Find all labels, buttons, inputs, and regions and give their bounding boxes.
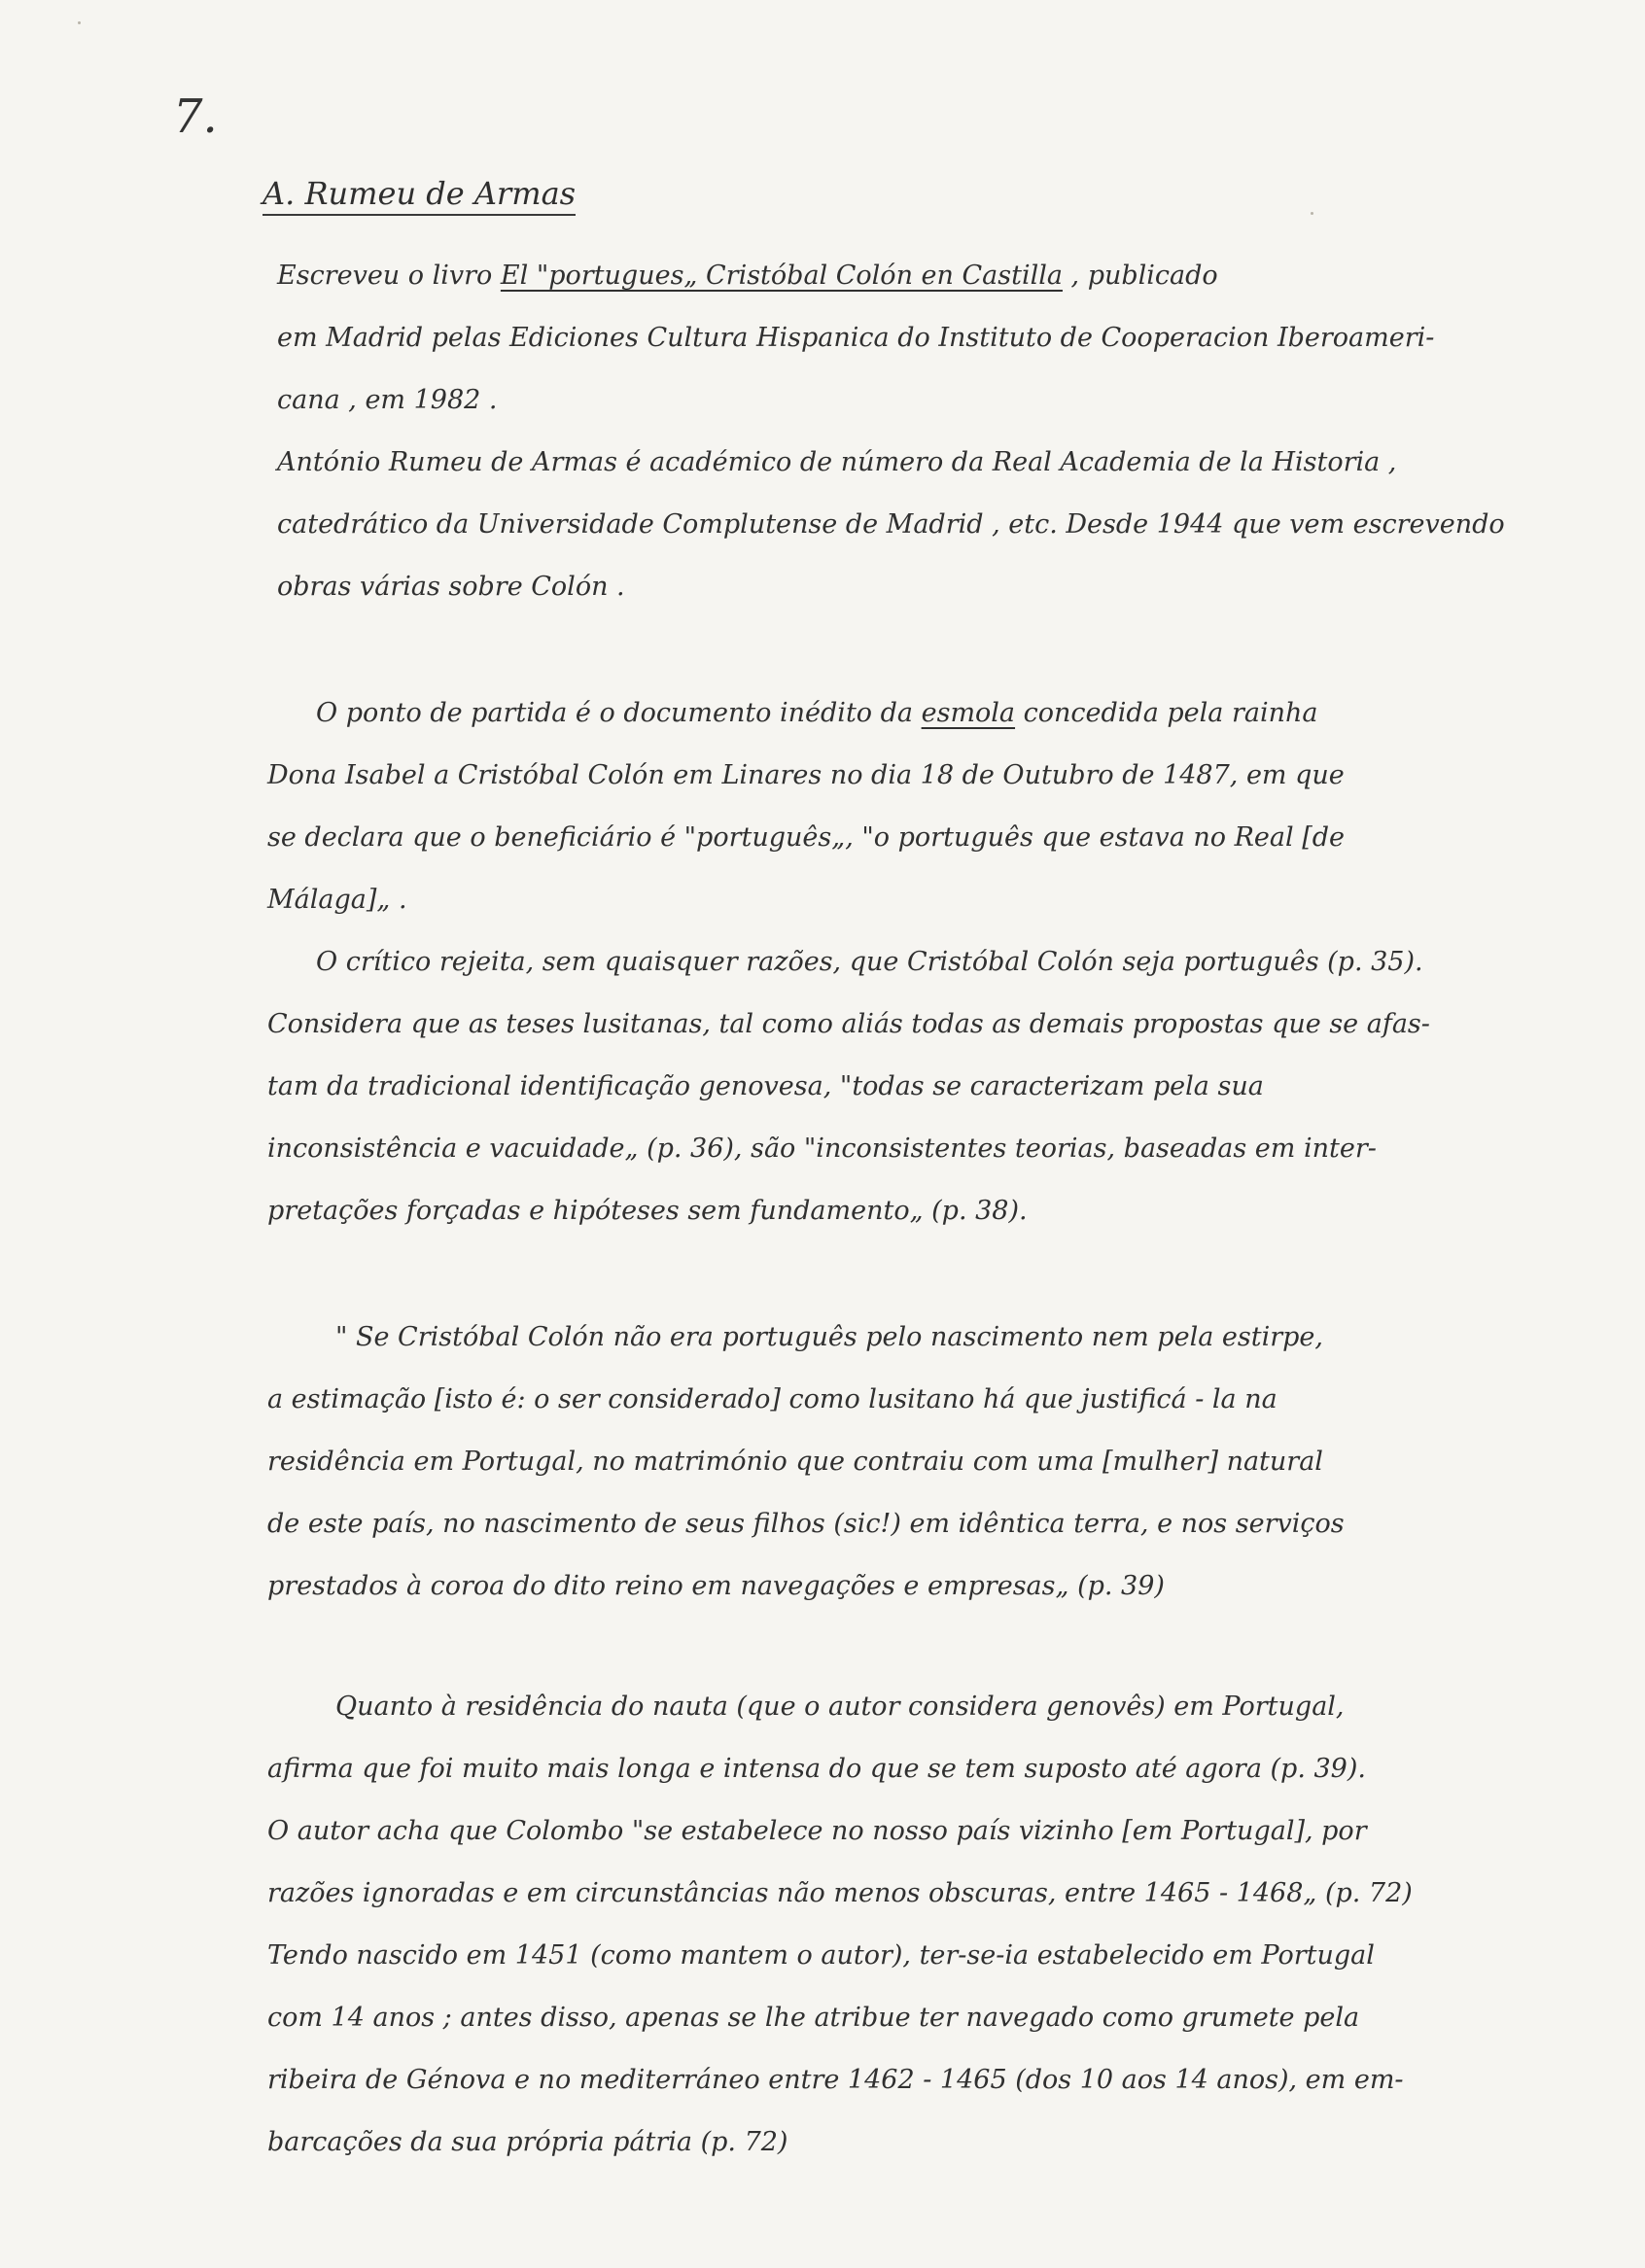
text-line: Quanto à residência do nauta (que o autor considera genovês) em Portugal,	[335, 1692, 1345, 1722]
page-number: 7.	[173, 89, 218, 144]
text-line: se declara que o beneficiário é "português„, "o português que estava no Real [de	[267, 822, 1346, 853]
quote-line: " Se Cristóbal Colón não era português pelo nascimento nem pela estirpe,	[335, 1322, 1323, 1352]
text-line: tam da tradicional identificação genovesa, "todas se caracterizam pela sua	[267, 1071, 1264, 1101]
text-line: em Madrid pelas Ediciones Cultura Hispanica do Instituto de Cooperacion Iberoameri-	[277, 323, 1435, 353]
quote-line: prestados à coroa do dito reino em navegações e empresas„ (p. 39)	[267, 1571, 1165, 1601]
quote-line: de este país, no nascimento de seus filhos (sic!) em idêntica terra, e nos serviços	[267, 1509, 1345, 1539]
paragraph-gap	[267, 618, 1599, 682]
text-line: Dona Isabel a Cristóbal Colón em Linares no dia 18 de Outubro de 1487, em que	[267, 760, 1345, 790]
text-line: António Rumeu de Armas é académico de número da Real Academia de la Historia ,	[277, 447, 1397, 477]
paper-speck	[1311, 212, 1313, 215]
text-line: barcações da sua própria pátria (p. 72)	[267, 2127, 788, 2157]
text-line: O autor acha que Colombo "se estabelece no nosso país vizinho [em Portugal], por	[267, 1816, 1367, 1846]
text-line: O crítico rejeita, sem quaisquer razões, que Cristóbal Colón seja português (p. 35).	[316, 947, 1423, 977]
text-line	[267, 682, 1599, 745]
text-line	[267, 245, 1599, 307]
text-line: pretações forçadas e hipóteses sem fundamento„ (p. 38).	[267, 1196, 1028, 1226]
text-line: Considera que as teses lusitanas, tal como aliás todas as demais propostas que se afas-	[267, 1009, 1430, 1039]
paper-speck	[78, 21, 81, 24]
text-line: ribeira de Génova e no mediterráneo entre 1462 - 1465 (dos 10 aos 14 anos), em em-	[267, 2065, 1404, 2095]
text-line: catedrático da Universidade Complutense de Madrid , etc. Desde 1944 que vem escrevendo	[277, 509, 1505, 540]
line-text: Escreveu o livro	[277, 261, 501, 291]
book-title: El "portugues„ Cristóbal Colón en Castilla	[500, 261, 1063, 291]
quote-line: a estimação [isto é: o ser considerado] como lusitano há que justificá - la na	[267, 1384, 1278, 1414]
text-line: razões ignoradas e em circunstâncias não menos obscuras, entre 1465 - 1468„ (p. 72)	[267, 1878, 1413, 1908]
handwritten-body	[267, 245, 1599, 2174]
text-line: com 14 anos ; antes disso, apenas se lhe atribue ter navegado como grumete pela	[267, 2003, 1360, 2033]
page-heading: A. Rumeu de Armas	[262, 175, 576, 216]
quote-line: residência em Portugal, no matrimónio que contraiu com uma [mulher] natural	[267, 1447, 1323, 1477]
text-line: Málaga]„ .	[267, 885, 407, 915]
text-line: Tendo nascido em 1451 (como mantem o autor), ter-se-ia estabelecido em Portugal	[267, 1940, 1375, 1971]
line-text: , publicado	[1062, 261, 1218, 291]
text-line: obras várias sobre Colón .	[277, 572, 625, 602]
paragraph-gap	[267, 1618, 1599, 1676]
text-line: afirma que foi muito mais longa e intensa do que se tem suposto até agora (p. 39).	[267, 1754, 1366, 1784]
underlined-word: esmola	[921, 698, 1016, 728]
line-text: concedida pela rainha	[1015, 698, 1318, 728]
line-text: O ponto de partida é o documento inédito da	[316, 698, 922, 728]
text-line: cana , em 1982 .	[277, 385, 498, 415]
text-line: inconsistência e vacuidade„ (p. 36), são "inconsistentes teorias, baseadas em inter-	[267, 1134, 1377, 1164]
paragraph-gap	[267, 1242, 1599, 1307]
